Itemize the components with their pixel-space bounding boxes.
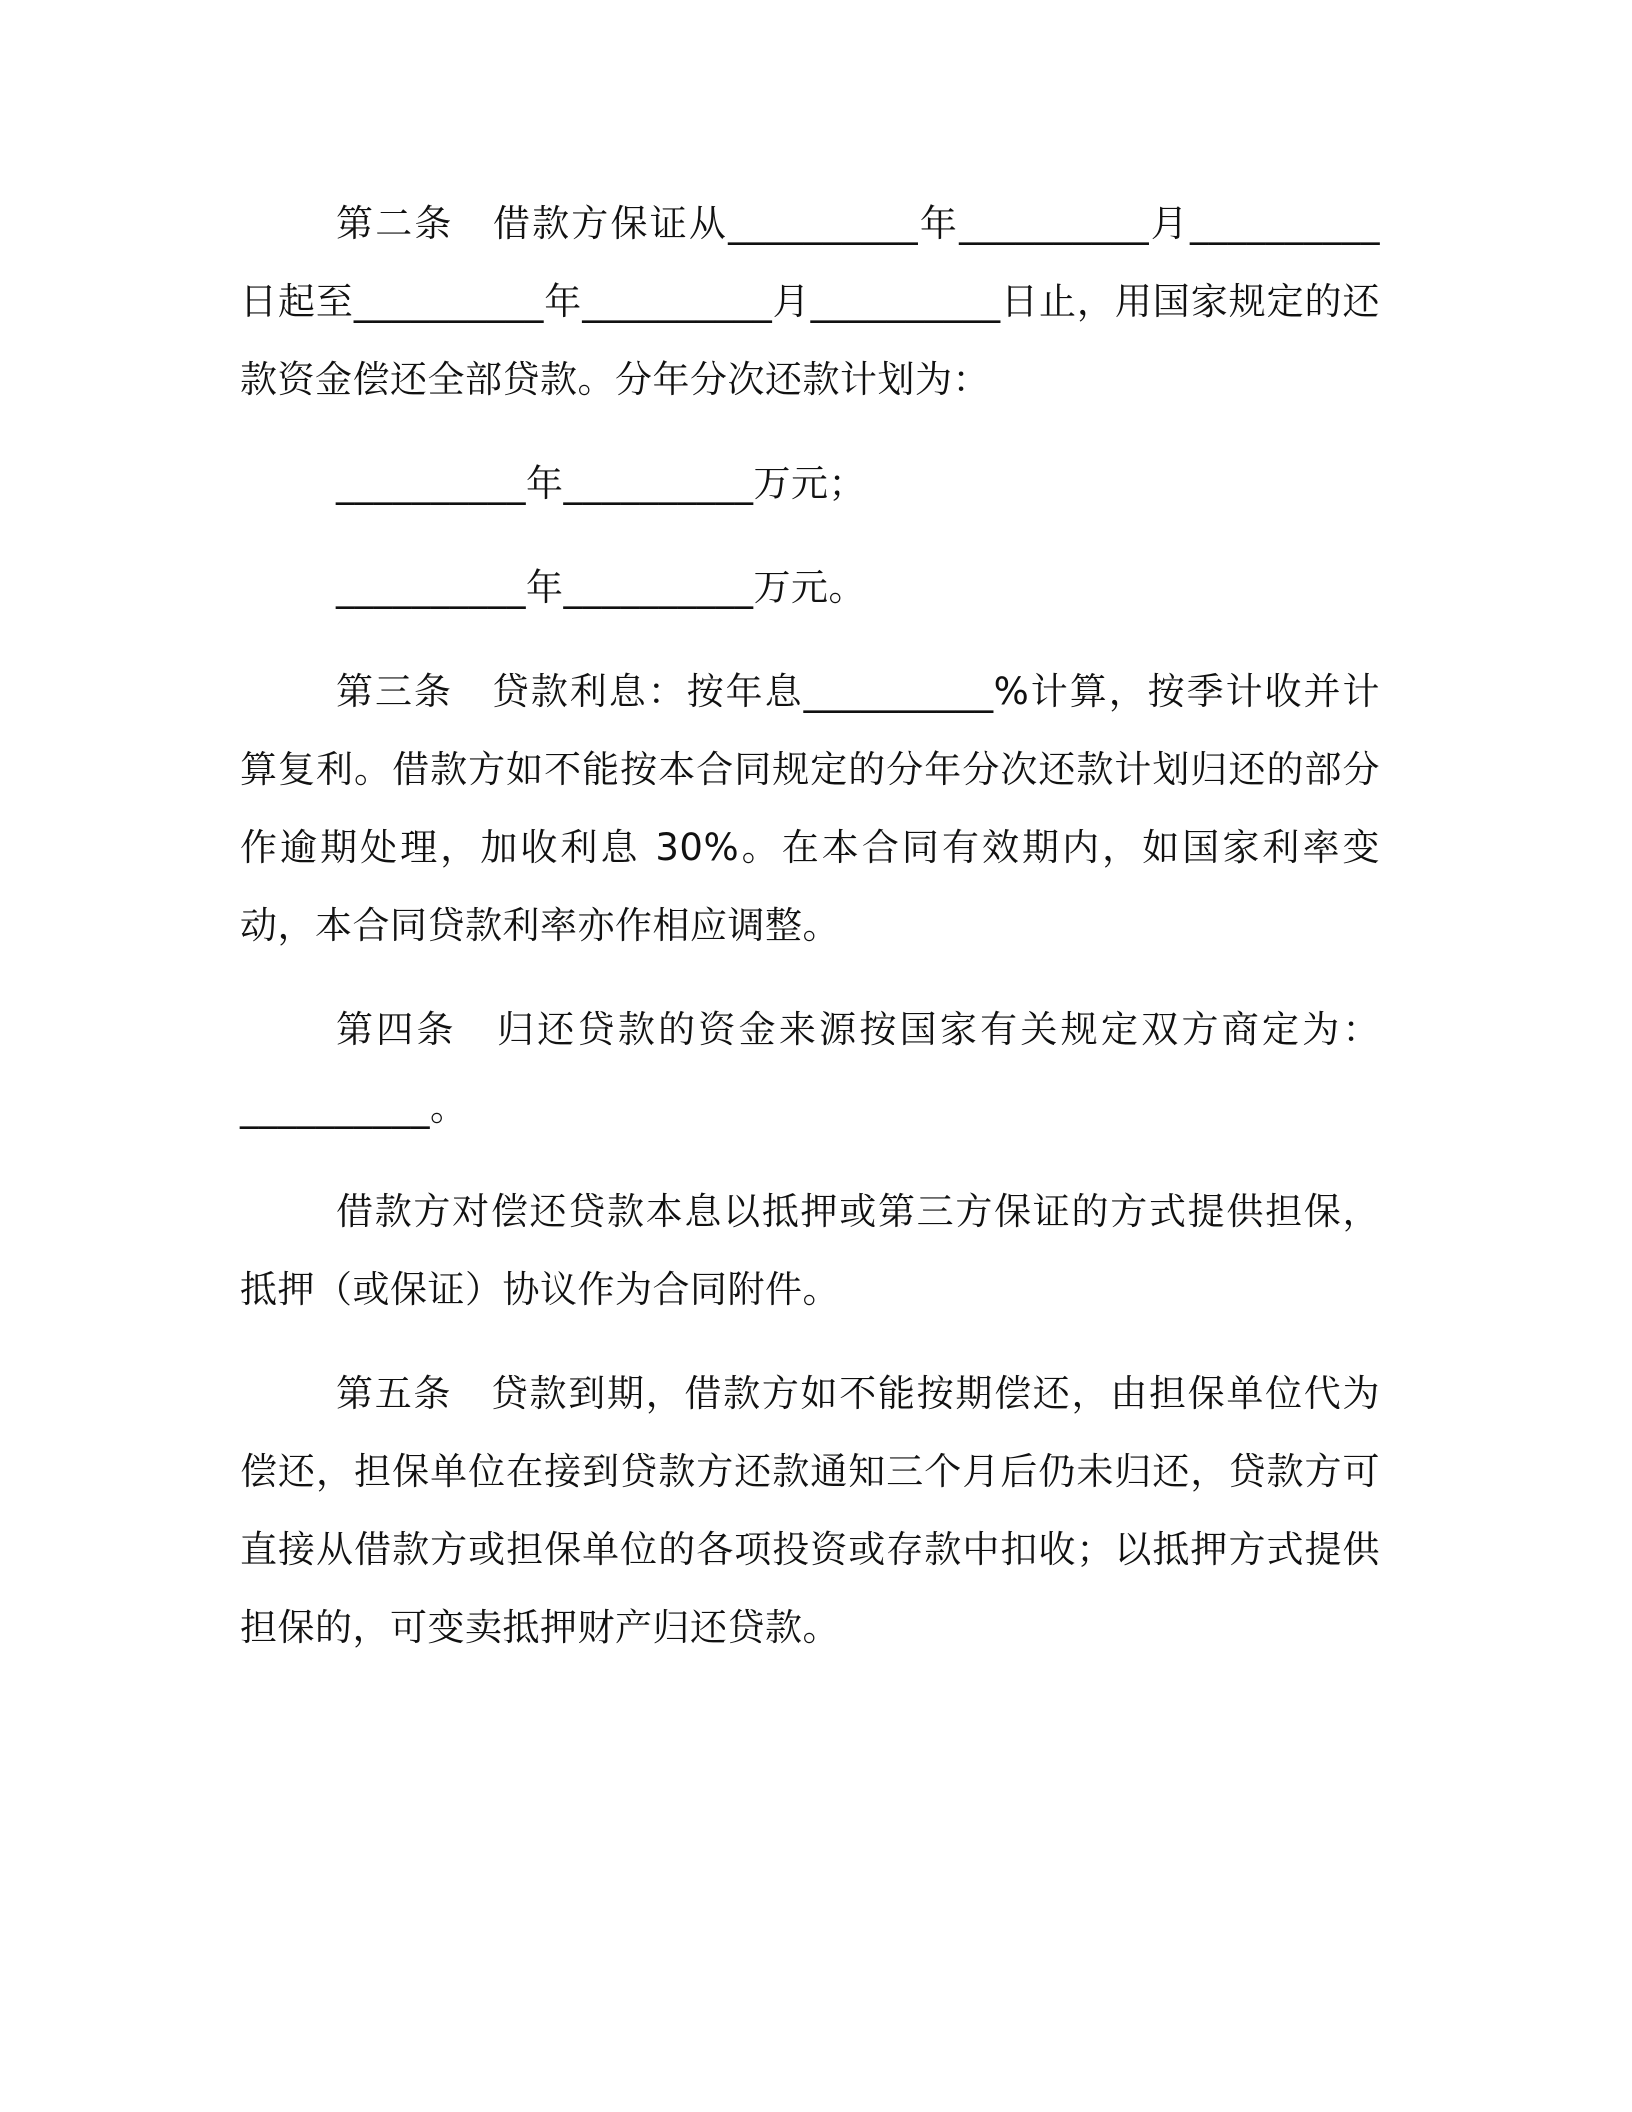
article-5-paragraph: 第五条 贷款到期，借款方如不能按期偿还，由担保单位代为偿还，担保单位在接到贷款方还款通知三个月后仍未归还，贷款方可直接从借款方或担保单位的各项投资或存款中扣收；以抵押方式提供担保的，可变卖抵押财产归还贷款。: [240, 1372, 1380, 1649]
article-3-paragraph: 第三条 贷款利息：按年息__________%计算，按季计收并计算复利。借款方如不能按本合同规定的分年分次还款计划归还的部分作逾期处理，加收利息 30%。在本合同有效期内，如国家利率变动，本合同贷款利率亦作相应调整。: [240, 670, 1380, 947]
article-4-paragraph: 第四条 归还贷款的资金来源按国家有关规定双方商定为：__________。: [240, 1008, 1380, 1129]
guarantee-paragraph: 借款方对偿还贷款本息以抵押或第三方保证的方式提供担保，抵押（或保证）协议作为合同附件。: [240, 1190, 1380, 1311]
article-2-paragraph: 第二条 借款方保证从__________年__________月__________日起至__________年__________月__________日止，用国家规定的还款资金偿还全部贷款。分年分次还款计划为：: [240, 202, 1380, 401]
document-body: [240, 185, 1380, 1693]
repayment-plan-line-2: __________年__________万元。: [336, 566, 866, 609]
repayment-plan-line-1: __________年__________万元；: [336, 462, 866, 505]
